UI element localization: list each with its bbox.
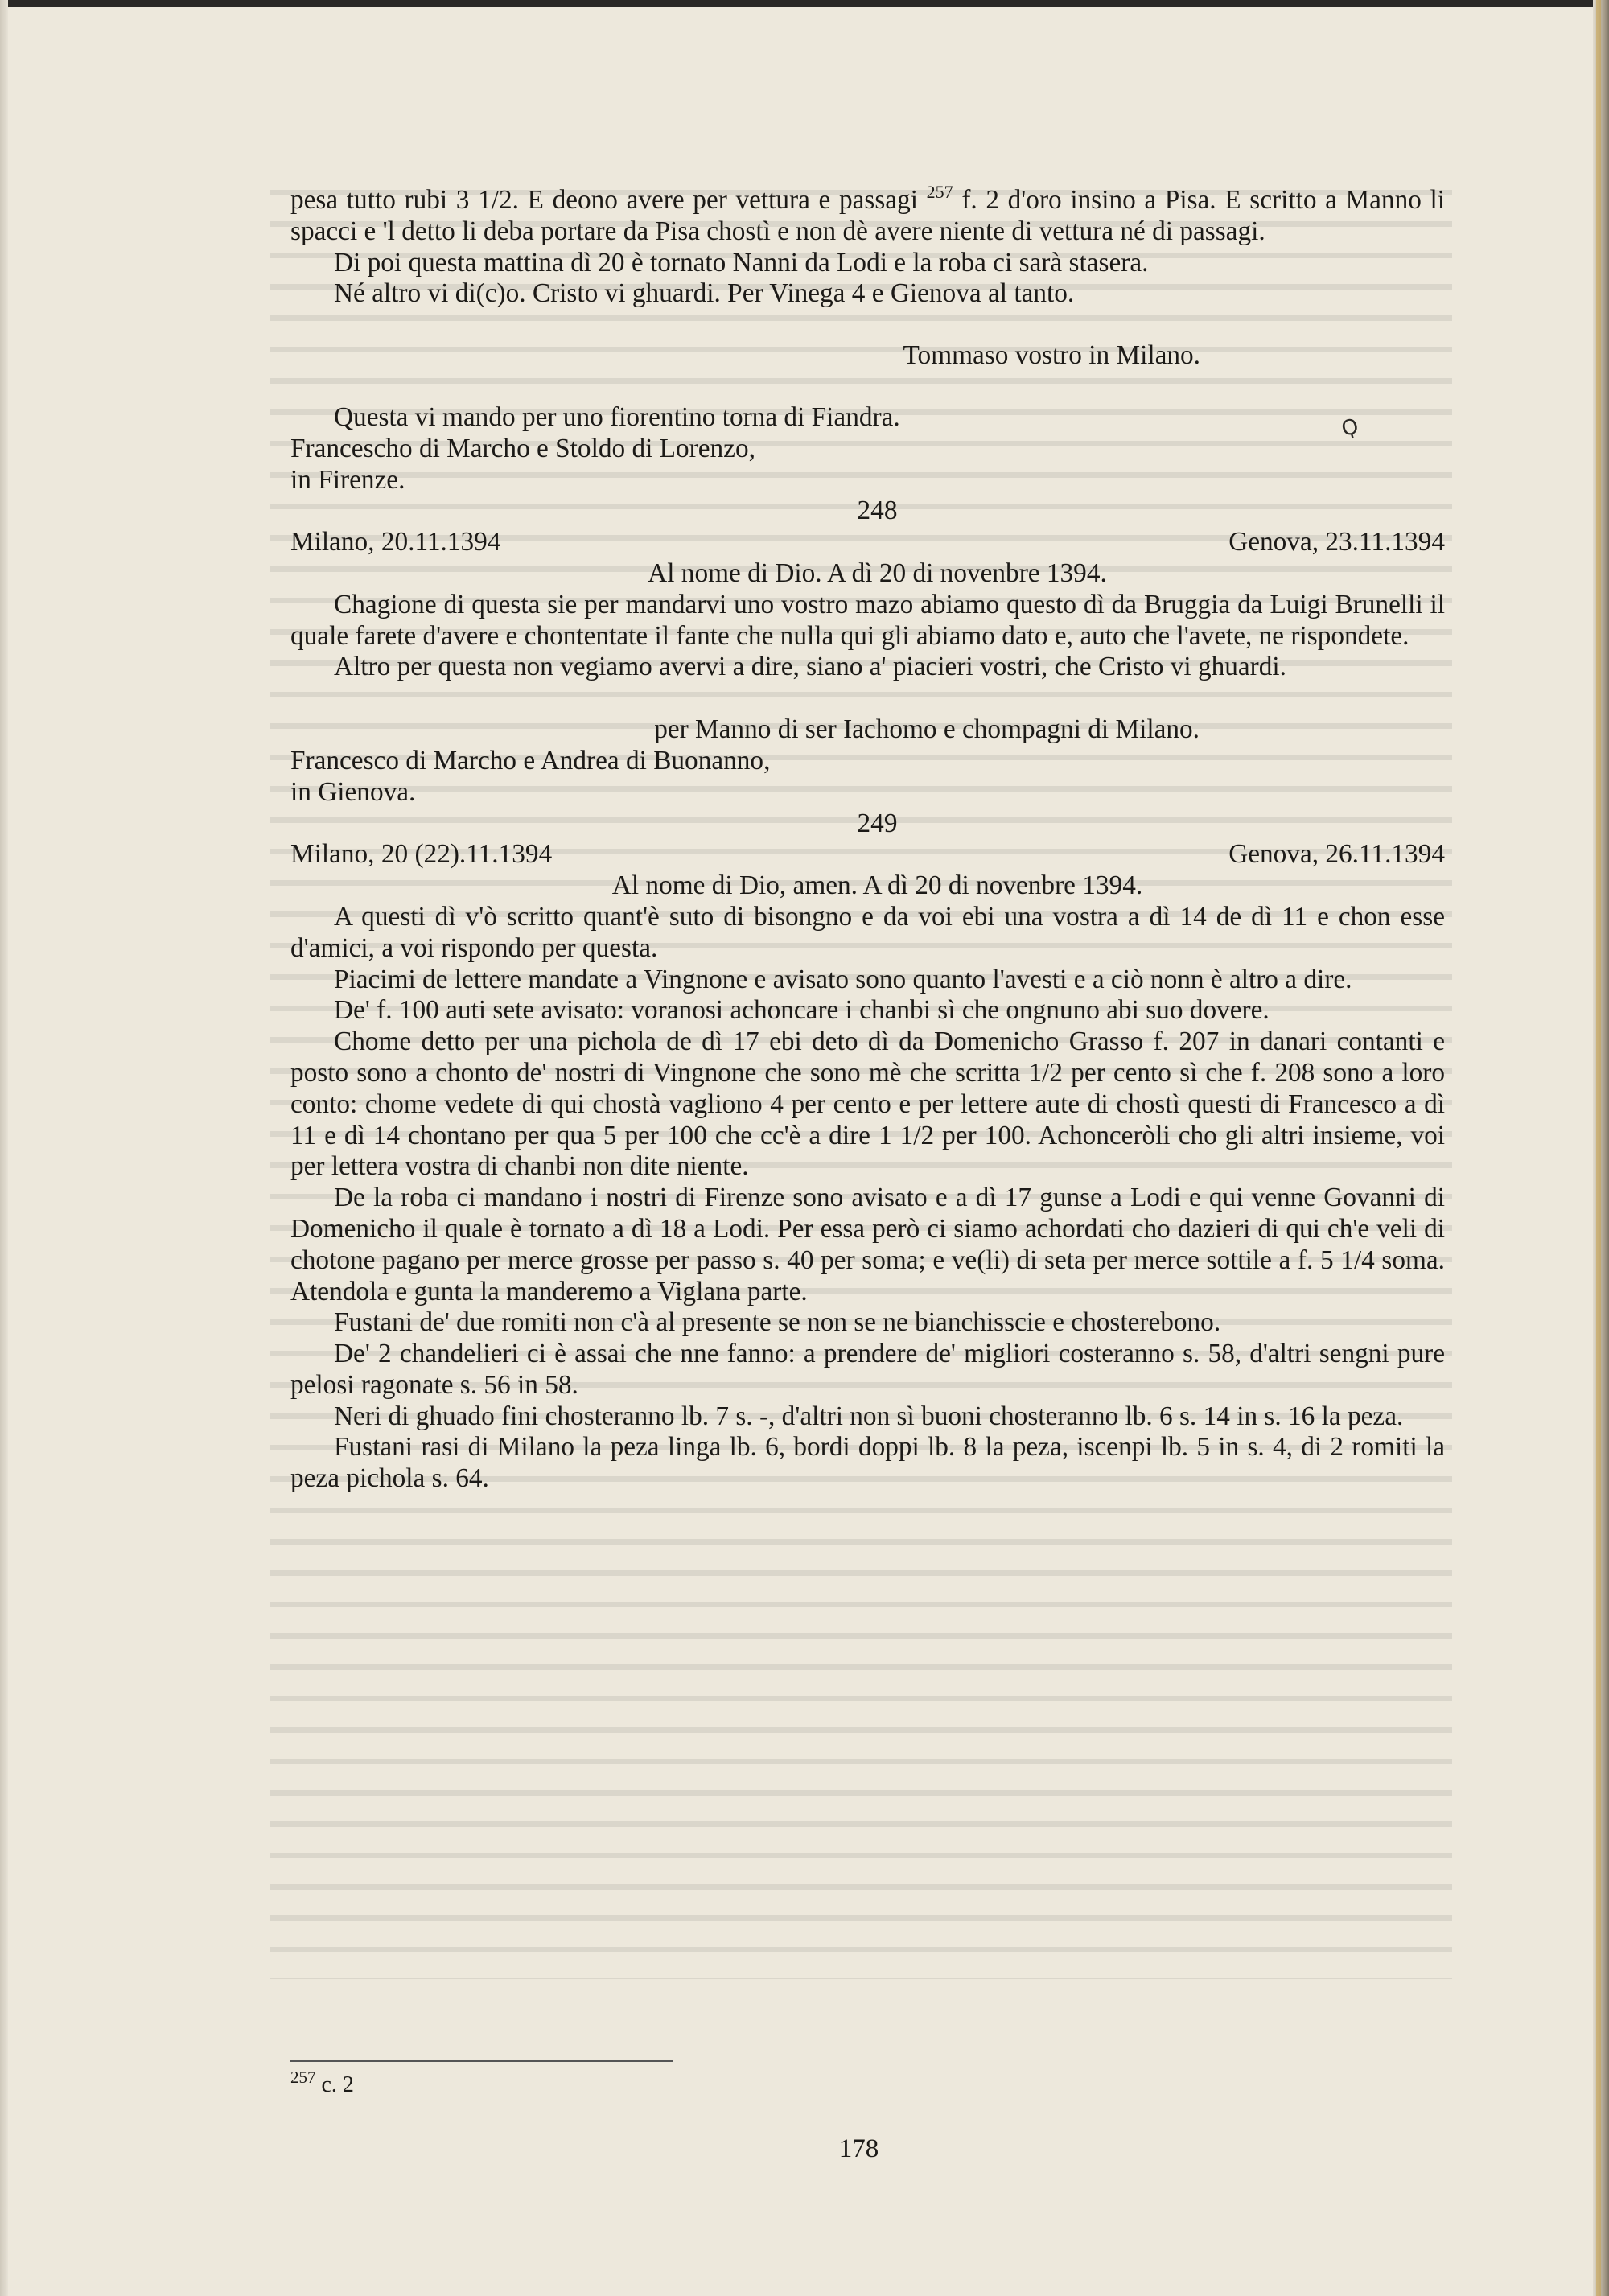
signature: Tommaso vostro in Milano. [903,340,1200,371]
paragraph: Fustani rasi di Milano la peza linga lb. 6, bordi doppi lb. 8 la peza, iscenpi lb. 5 in s. 4, di 2 romiti la peza pichola s. 64. [290,1432,1445,1494]
letter-opening: Al nome di Dio, amen. A dì 20 di novenbre 1394. [611,870,1143,901]
footnote-number: 257 [290,2068,316,2087]
paragraph: Neri di ghuado fini chosteranno lb. 7 s. -, d'altri non sì buoni chosteranno lb. 6 s. 14 in s. 16 la peza. [334,1401,1404,1431]
paragraph: De' f. 100 auti sete avisato: voranosi achoncare i chanbi sì che ongnuno abi suo dovere. [334,995,1270,1026]
page-number: 178 [838,2134,879,2163]
address-line: in Firenze. [290,464,405,495]
letter-origin: Milano, 20 (22).11.1394 [290,839,553,870]
scan-left-edge [0,0,8,2296]
paragraph: Di poi questa mattina dì 20 è tornato Nanni da Lodi e la roba ci sarà stasera. [334,247,1149,278]
paragraph: Fustani de' due romiti non c'à al presente se non se ne bianchisscie e chosterebono. [334,1307,1221,1338]
book-spine-edge [1593,0,1609,2296]
paragraph: Altro per questa non vegiamo avervi a dire, siano a' piacieri vostri, che Cristo vi ghuardi. [334,652,1286,682]
letter-dateline [290,839,1445,870]
letter-247-tail [290,182,1446,496]
footnote-rule [290,2060,673,2062]
letter-number: 248 [857,496,898,526]
letter-number: 249 [857,808,898,838]
paragraph: pesa tutto rubi 3 1/2. E deono avere per vettura e passagi $^{257}$ f. 2 d'oro insino a Pisa. E scritto a Manno li spacci e 'l detto li deba portare da Pisa chostì e non dè avere niente di vettura né di passagi. [290,182,1446,246]
paragraph: Chagione di questa sie per mandarvi uno vostro mazo abiamo questo dì da Bruggia da Luigi Brunelli il quale farete d'avere e chontentate il fante che nulla qui gli abiamo dato e, auto che l'avete, ne rispondete. [290,589,1445,651]
footnote-text: c. 2 [321,2072,354,2097]
address-line: in Gienova. [290,776,416,807]
paragraph: Chome detto per una pichola de dì 17 ebi deto dì da Domenicho Grasso f. 207 in danari contanti e posto sono a chonto de' nostri di Vingnone che sono mè che scritta 1/2 per cento sì che f. 208 sono a loro conto: chome vedete di qui chostà vagliono 4 per cento e per lettere aute di chostì questi di Francesco a dì 11 e dì 14 chontano per qua 5 per 100 che cc'è a dire 1 1/2 per 100. Achonceròli cho gli altri insieme, voi per lettera vostra di chanbi non dite niente. [290,1027,1445,1182]
paragraph: Piacimi de lettere mandate a Vingnone e avisato sono quanto l'avesti e a ciò nonn è altro a dire. [334,964,1352,994]
margin-mark: Ϙ [1339,414,1362,442]
paragraph: Né altro vi di(c)o. Cristo vi ghuardi. Per Vinega 4 e Gienova al tanto. [334,278,1075,309]
address-line: Francescho di Marcho e Stoldo di Lorenzo, [290,433,755,463]
letter-dateline [290,527,1445,558]
letter-origin: Milano, 20.11.1394 [290,527,501,558]
paragraph: De' 2 chandelieri ci è assai che nne fanno: a prendere de' migliori costeranno s. 58, d'altri sengni pure pelosi ragonate s. 56 in 58. [290,1339,1445,1400]
letter-destination: Genova, 26.11.1394 [1228,839,1445,870]
footnote-reference: 257 [926,182,953,202]
signature: per Manno di ser Iachomo e chompagni di Milano. [654,714,1200,745]
address-line: Francesco di Marcho e Andrea di Buonanno, [290,745,771,776]
postscript: Questa vi mando per uno fiorentino torna di Fiandra. [334,401,900,432]
letter-destination: Genova, 23.11.1394 [1228,527,1445,558]
letter-248 [290,496,1445,808]
letter-249 [290,809,1445,1496]
letter-opening: Al nome di Dio. A dì 20 di novenbre 1394. [648,558,1107,588]
scan-top-edge [0,0,1609,7]
footnote [290,2068,354,2098]
paragraph: De la roba ci mandano i nostri di Firenze sono avisato e a dì 17 gunse a Lodi e qui venne Govanni di Domenicho il quale è tornato a dì 18 a Lodi. Per essa però ci siamo achordati cho dazieri di qui ch'e veli di chotone pagano per merce grosse per passo s. 40 per soma; e ve(li) di seta per merce sottile a f. 5 1/4 soma. Atendola e gunta la manderemo a Viglana parte. [290,1183,1445,1306]
gilt-edge [1596,0,1601,2296]
page-body [290,182,1446,1495]
paragraph: A questi dì v'ò scritto quant'è suto di bisongno e da voi ebi una vostra a dì 14 de dì 11 e chon esse d'amici, a voi rispondo per questa. [290,901,1445,963]
